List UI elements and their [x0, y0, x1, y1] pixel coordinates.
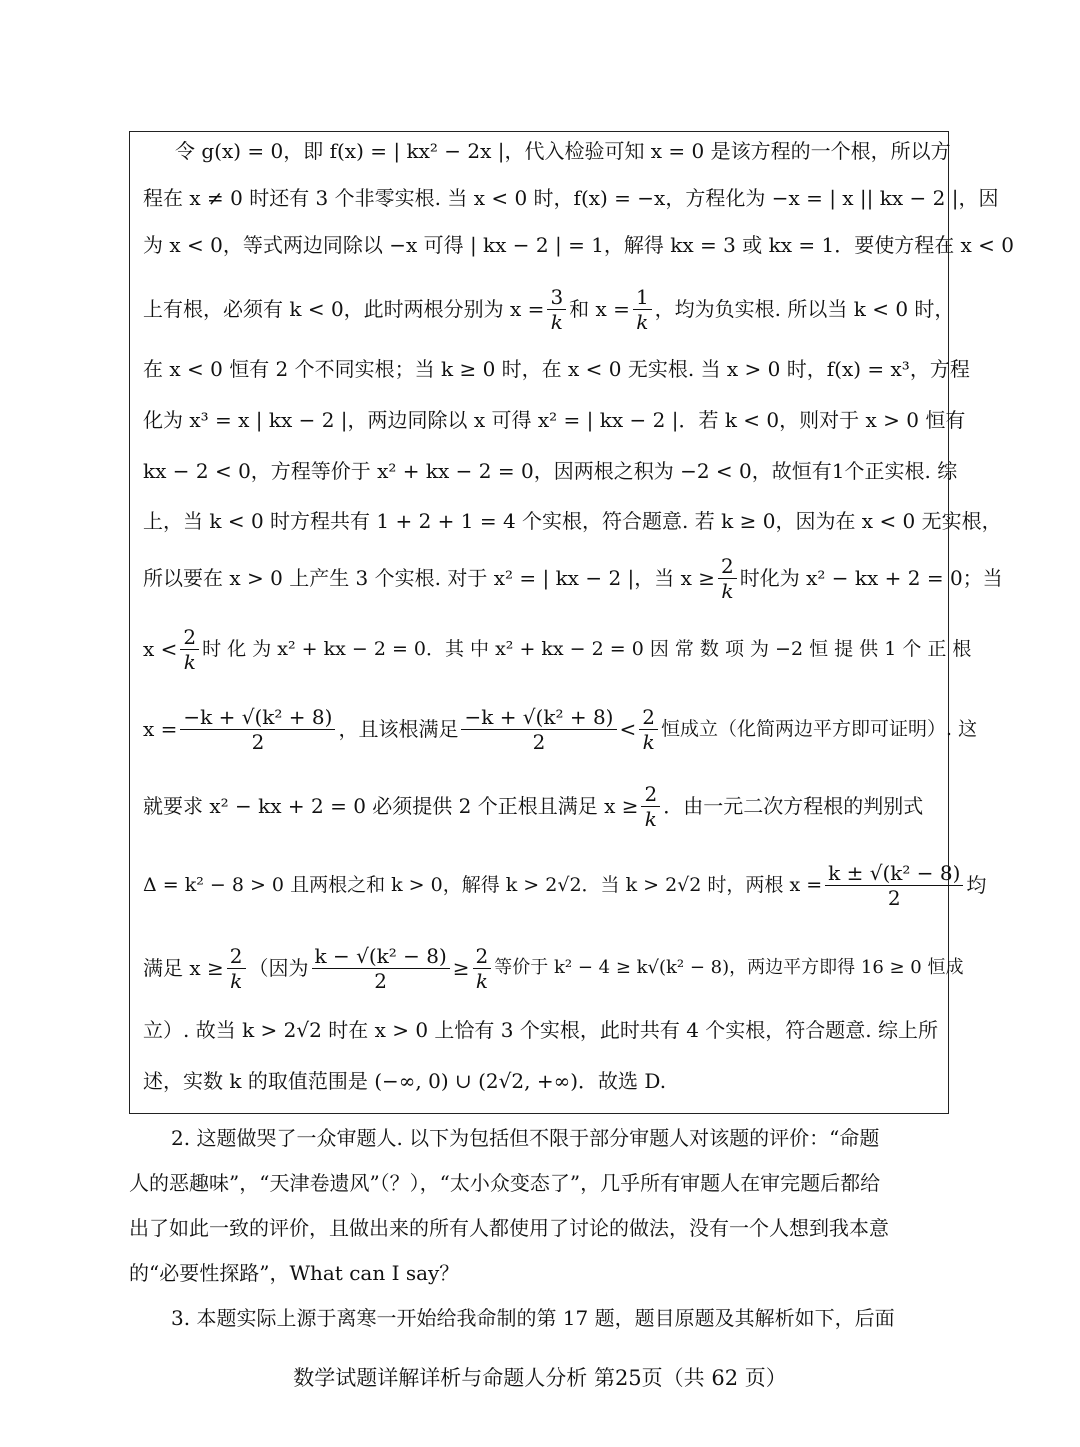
fraction	[639, 705, 658, 754]
remark-2-line-4	[129, 1259, 950, 1287]
solution-text: 在 x < 0 恒有 2 个不同实根；当 k ≥ 0 时，在 x < 0 无实根. 当 x > 0 时，f(x) = x³，方程	[143, 357, 970, 381]
numerator: 2	[473, 944, 492, 969]
solution-text: 述，实数 k 的取值范围是 (−∞, 0) ∪ (2√2, +∞)．故选 D.	[143, 1069, 667, 1093]
solution-line-8	[143, 507, 1002, 535]
fraction	[825, 861, 963, 910]
solution-text: 化为 x³ = x | kx − 2 |，两边同除以 x 可得 x² = | kx − 2 |．若 k < 0，则对于 x > 0 恒有	[143, 408, 966, 432]
denominator: k	[642, 729, 655, 754]
fraction	[641, 782, 660, 831]
denominator: k	[550, 309, 563, 334]
solution-text: kx − 2 < 0，方程等价于 x² + kx − 2 = 0，因两根之积为 −2 < 0，故恒有1个正实根. 综	[143, 459, 958, 483]
solution-text: 时 化 为 x² + kx − 2 = 0．其 中 x² + kx − 2 = 0 因 常 数 项 为 −2 恒 提 供 1 个 正 根	[202, 638, 972, 660]
solution-text: （因为	[248, 956, 309, 980]
solution-line-10	[143, 621, 972, 677]
remark-3-line-1	[171, 1304, 950, 1332]
solution-line-7	[143, 457, 958, 485]
numerator: 3	[547, 285, 566, 310]
solution-line-9	[143, 550, 1003, 606]
fraction	[312, 944, 450, 993]
numerator: 2	[227, 944, 246, 969]
solution-text: x <	[143, 637, 178, 661]
denominator: 2	[374, 968, 387, 993]
solution-text: <	[619, 717, 637, 741]
denominator: 2	[251, 729, 265, 754]
solution-line-14	[143, 940, 964, 996]
solution-text: 所以要在 x > 0 上产生 3 个实根. 对于 x² = | kx − 2 |，当 x ≥	[143, 566, 716, 590]
solution-line-6	[143, 406, 966, 434]
solution-text: 时化为 x² − kx + 2 = 0；当	[739, 566, 1003, 590]
fraction	[473, 944, 492, 993]
numerator: 2	[639, 705, 658, 730]
page-footer: 数学试题详解详析与命题人分析 第25页（共 62 页）	[293, 1366, 787, 1390]
denominator: 2	[532, 729, 546, 754]
denominator: k	[644, 806, 657, 831]
solution-text: 为 x < 0，等式两边同除以 −x 可得 | kx − 2 | = 1，解得 kx = 3 或 kx = 1．要使方程在 x < 0	[143, 233, 1015, 257]
solution-text: ≥	[452, 956, 470, 980]
fraction	[633, 285, 652, 334]
solution-line-13	[143, 857, 987, 913]
fraction	[718, 554, 737, 603]
solution-line-5	[143, 355, 970, 383]
solution-line-11	[143, 701, 978, 757]
solution-text: 程在 x ≠ 0 时还有 3 个非零实根. 当 x < 0 时，f(x) = −x，方程化为 −x = | x || kx − 2 |，因	[143, 186, 999, 210]
solution-text: 均	[966, 873, 987, 897]
numerator: −k + √(k² + 8)	[180, 705, 335, 730]
solution-text: Δ = k² − 8 > 0 且两根之和 k > 0，解得 k > 2√2．当 k > 2√2 时，两根 x =	[143, 874, 823, 896]
numerator: 2	[718, 554, 737, 579]
fraction	[461, 705, 616, 754]
numerator: 2	[180, 625, 199, 650]
denominator: k	[721, 578, 734, 603]
numerator: 1	[633, 285, 652, 310]
fraction	[180, 705, 335, 754]
fraction	[180, 625, 199, 674]
remark-2-line-2	[129, 1169, 950, 1197]
solution-text: ，均为负实根. 所以当 k < 0 时，	[654, 297, 955, 321]
solution-line-1	[175, 137, 951, 165]
numerator: k − √(k² − 8)	[312, 944, 450, 969]
solution-text: 就要求 x² − kx + 2 = 0 必须提供 2 个正根且满足 x ≥	[143, 794, 639, 818]
remark-text: 的“必要性探路”，What can I say？	[129, 1261, 460, 1285]
remark-text: 2. 这题做哭了一众审题人. 以下为包括但不限于部分审题人对该题的评价：“命题	[171, 1126, 880, 1150]
solution-line-16	[143, 1067, 939, 1095]
denominator: 2	[887, 885, 901, 910]
solution-line-3	[143, 231, 1015, 259]
solution-text: 恒成立（化简两边平方即可证明）. 这	[661, 718, 978, 740]
solution-text: ，且该根满足	[338, 717, 459, 741]
denominator: k	[636, 309, 649, 334]
solution-text: 等价于 k² − 4 ≥ k√(k² − 8)，两边平方即得 16 ≥ 0 恒成	[494, 957, 964, 978]
fraction	[227, 944, 246, 993]
numerator: k ± √(k² − 8)	[825, 861, 963, 886]
solution-text: 令 g(x) = 0，即 f(x) = | kx² − 2x |，代入检验可知 x = 0 是该方程的一个根，所以方	[175, 139, 951, 163]
remark-2-line-1	[171, 1124, 950, 1152]
solution-line-12	[143, 778, 939, 834]
solution-line-4	[143, 281, 955, 337]
denominator: k	[230, 968, 243, 993]
remark-text: 人的恶趣味”，“天津卷遗风”（？），“太小众变态了”，几乎所有审题人在审完题后都给	[129, 1171, 881, 1195]
fraction	[547, 285, 566, 334]
remark-2-line-3	[129, 1214, 950, 1242]
solution-line-15	[143, 1016, 939, 1044]
solution-text: 立）. 故当 k > 2√2 时在 x > 0 上恰有 3 个实根，此时共有 4 个实根，符合题意. 综上所	[143, 1018, 938, 1042]
solution-text: 满足 x ≥	[143, 956, 224, 980]
denominator: k	[475, 968, 488, 993]
solution-line-2	[143, 184, 999, 212]
numerator: 2	[641, 782, 660, 807]
solution-text: 上，当 k < 0 时方程共有 1 + 2 + 1 = 4 个实根，符合题意. 若 k ≥ 0，因为在 x < 0 无实根，	[143, 509, 1002, 533]
numerator: −k + √(k² + 8)	[461, 705, 616, 730]
remark-text: 出了如此一致的评价，且做出来的所有人都使用了讨论的做法，没有一个人想到我本意	[129, 1216, 889, 1240]
solution-text: 和 x =	[569, 297, 630, 321]
solution-text: 上有根，必须有 k < 0，此时两根分别为 x =	[143, 297, 545, 321]
remark-text: 3. 本题实际上源于离寒一开始给我命制的第 17 题，题目原题及其解析如下，后面	[171, 1306, 895, 1330]
denominator: k	[183, 649, 196, 674]
solution-text: x =	[143, 717, 178, 741]
solution-text: ．由一元二次方程根的判别式	[663, 794, 924, 818]
